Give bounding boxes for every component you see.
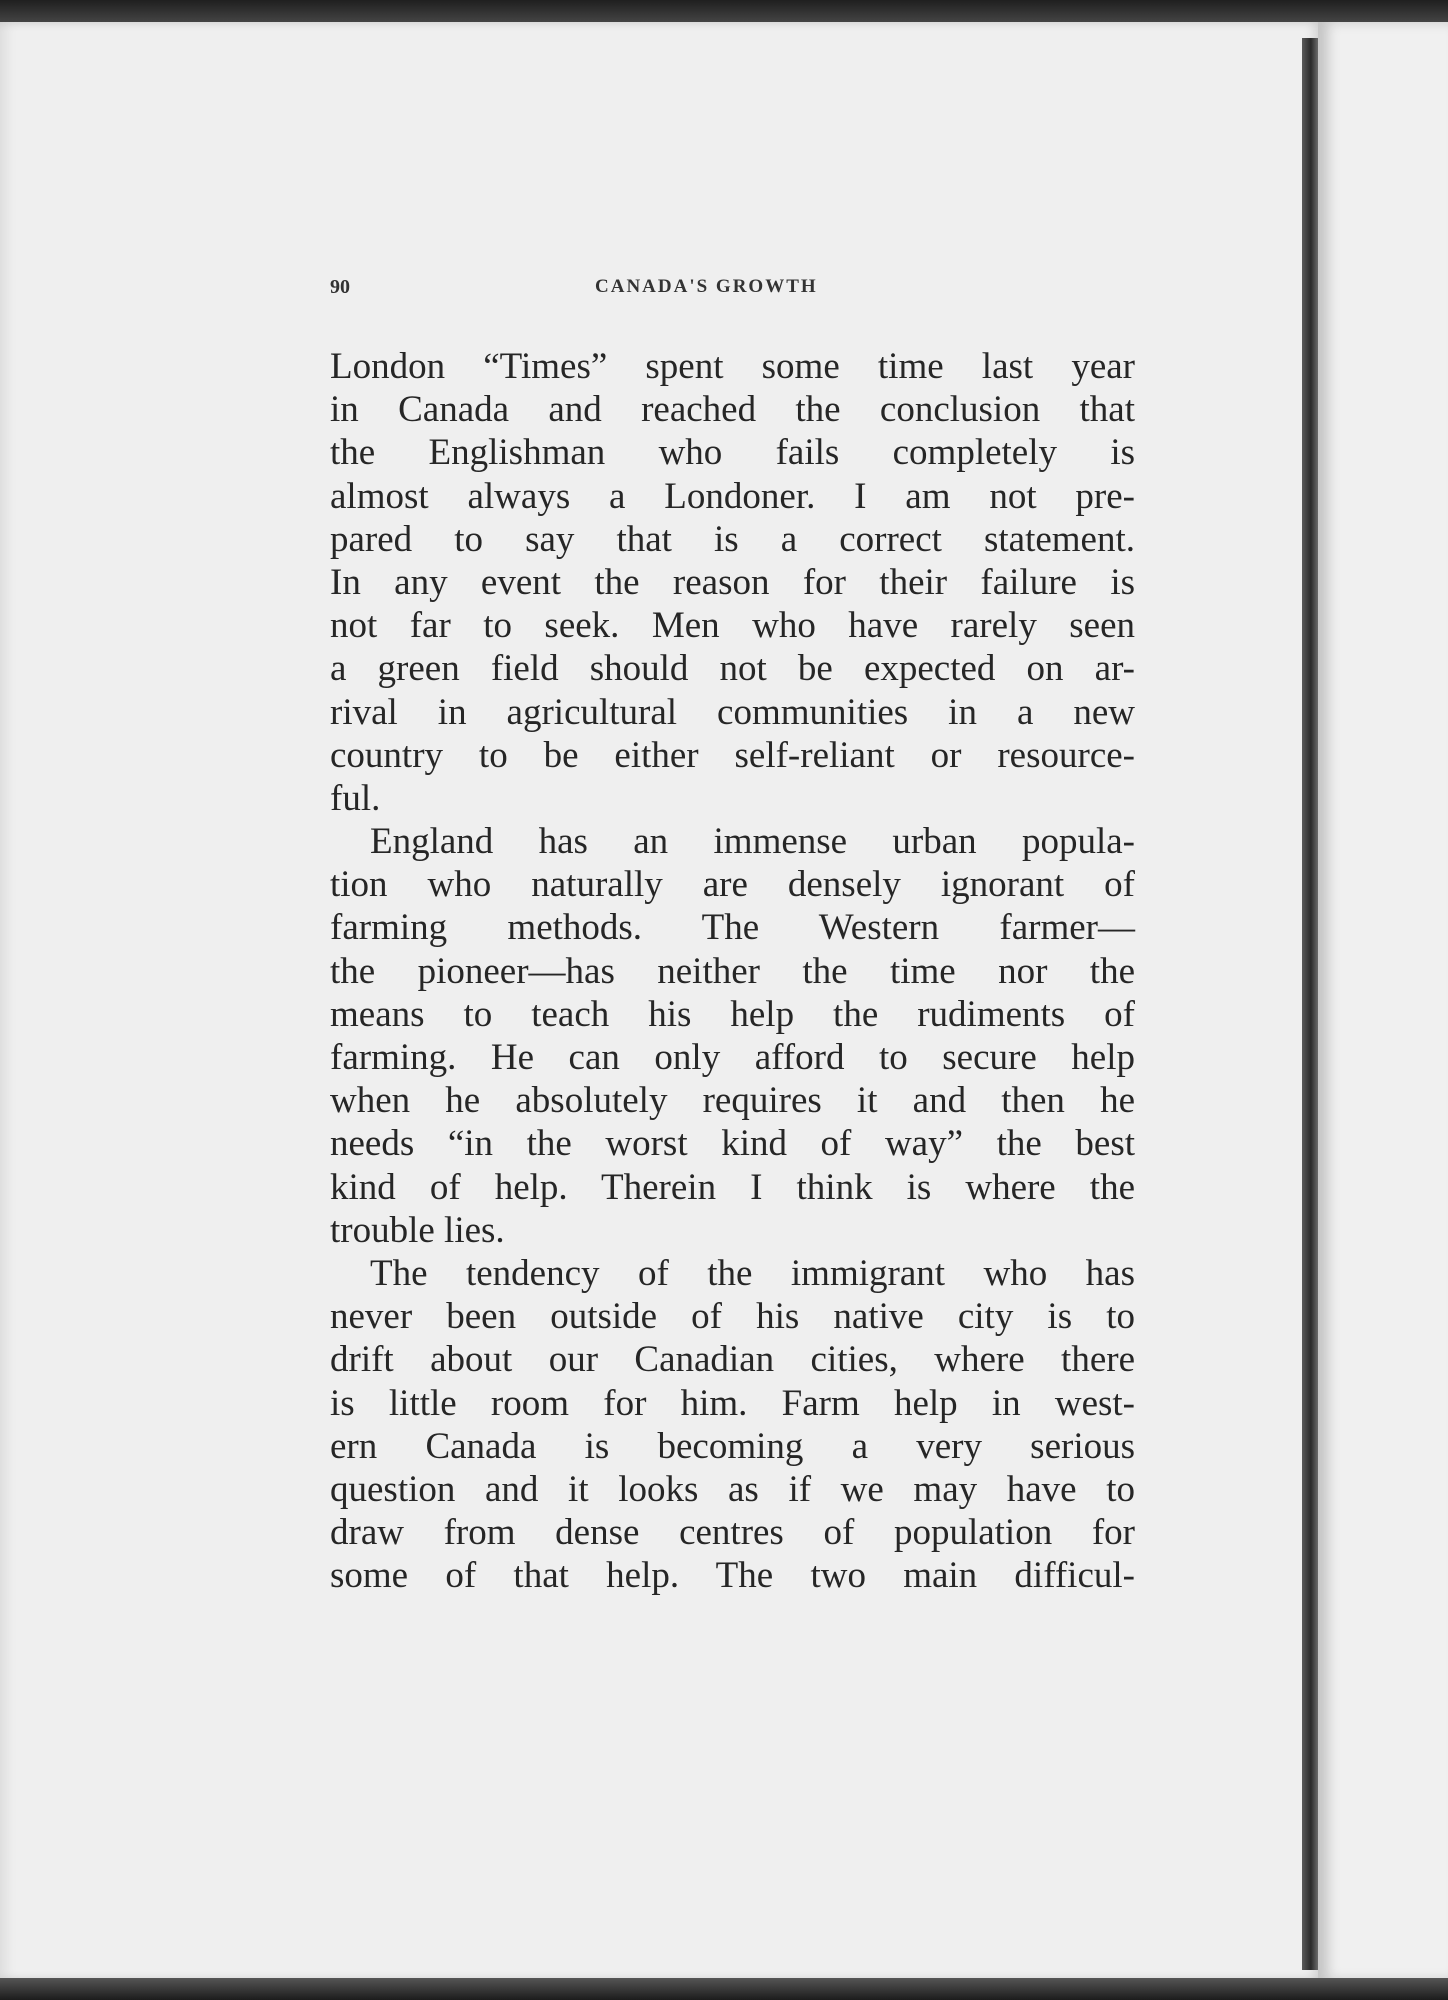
text-line: kind of help. Therein I think is where the (330, 1166, 1135, 1208)
text-line: trouble lies. (330, 1209, 505, 1251)
text-line: almost always a Londoner. I am not pre- (330, 475, 1135, 517)
text-line: question and it looks as if we may have to (330, 1468, 1135, 1510)
text-line: In any event the reason for their failure is (330, 561, 1135, 603)
text-line: draw from dense centres of population for (330, 1512, 1135, 1554)
text-line: ern Canada is becoming a very serious (330, 1425, 1135, 1467)
text-line: never been outside of his native city is to (330, 1296, 1135, 1338)
text-line: The tendency of the immigrant who has (370, 1252, 1135, 1294)
text-line: a green field should not be expected on ar- (330, 648, 1135, 690)
text-line: country to be either self-reliant or resource- (330, 734, 1135, 776)
running-head: CANADA'S GROWTH (595, 276, 818, 297)
text-line: England has an immense urban popula- (370, 821, 1135, 863)
page-number: 90 (330, 276, 350, 298)
bottom-scan-edge (0, 1978, 1448, 2000)
text-line: the Englishman who fails completely is (330, 432, 1135, 474)
book-gutter (1302, 38, 1318, 1970)
paragraph-3 (330, 1252, 1135, 1598)
text-line: in Canada and reached the conclusion that (330, 389, 1135, 431)
text-line: ful. (330, 777, 381, 819)
text-line: farming methods. The Western farmer— (330, 907, 1135, 949)
page-header (330, 276, 1130, 306)
text-line: the pioneer—has neither the time nor the (330, 950, 1135, 992)
paragraph-1 (330, 345, 1135, 820)
text-line: rival in agricultural communities in a new (330, 691, 1135, 733)
text-line: drift about our Canadian cities, where there (330, 1339, 1135, 1381)
text-line: needs “in the worst kind of way” the best (330, 1123, 1135, 1165)
text-line: is little room for him. Farm help in west- (330, 1382, 1135, 1424)
text-line: not far to seek. Men who have rarely seen (330, 605, 1135, 647)
text-line: some of that help. The two main difficul- (330, 1555, 1135, 1597)
text-line: means to teach his help the rudiments of (330, 993, 1135, 1035)
text-line: tion who naturally are densely ignorant of (330, 864, 1135, 906)
text-line: London “Times” spent some time last year (330, 346, 1135, 387)
text-line: when he absolutely requires it and then he (330, 1080, 1135, 1122)
body-text (330, 345, 1135, 1597)
paragraph-2 (330, 820, 1135, 1252)
right-page-edge (1318, 22, 1448, 1980)
text-line: pared to say that is a correct statement. (330, 518, 1135, 560)
text-line: farming. He can only afford to secure help (330, 1037, 1135, 1078)
